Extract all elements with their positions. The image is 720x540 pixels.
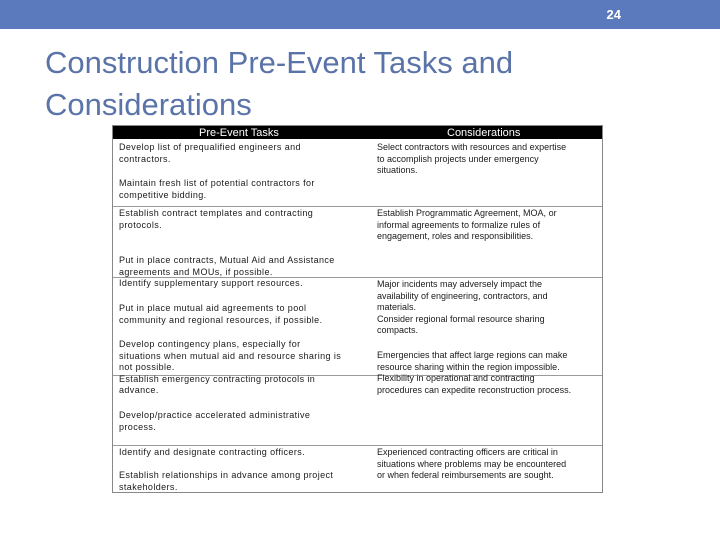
task-cell: Establish contract templates and contracting protocols.	[119, 208, 314, 230]
task-cell: Maintain fresh list of potential contractors for competitive bidding.	[119, 178, 315, 200]
task-cell: Develop/practice accelerated administrative process.	[119, 410, 311, 432]
task-cell: Put in place mutual aid agreements to pool community and regional resources, if possible.	[119, 303, 323, 325]
consideration-cell: Select contractors with resources and expertise to accomplish projects under emergency situations.	[377, 142, 567, 175]
slide-title: Construction Pre-Event Tasks and Considerations	[45, 45, 514, 122]
task-cell: Put in place contracts, Mutual Aid and Assistance agreements and MOUs, if possible. Identify supplementary support resources.	[119, 255, 335, 288]
consideration-cell: Major incidents may adversely impact the availability of engineering, contractors, and materials. Consider regional formal resource sharing compacts.	[377, 279, 548, 335]
top-bar	[0, 0, 720, 29]
row-divider	[113, 445, 602, 446]
table-header	[113, 126, 602, 139]
task-cell: Identify and designate contracting officers.	[119, 447, 306, 457]
column-header-tasks: Pre-Event Tasks	[199, 127, 279, 139]
consideration-cell: Establish Programmatic Agreement, MOA, or informal agreements to formalize rules of engagement, roles and responsibilities.	[377, 208, 557, 241]
consideration-cell: Experienced contracting officers are critical in situations where problems may be encountered or when federal reimbursements are sought.	[377, 447, 567, 480]
task-cell: Develop list of prequalified engineers and contractors.	[119, 142, 301, 164]
task-cell: Develop contingency plans, especially for situations when mutual aid and resource sharing is not possible. Establish emergency contracting protocols in advance.	[119, 339, 342, 395]
page-number: 24	[606, 7, 621, 22]
task-cell: Establish relationships in advance among project stakeholders.	[119, 470, 334, 492]
consideration-cell: Emergencies that affect large regions can make resource sharing within the region impossible. Flexibility in operational and contracting procedures can expedite reconstruction process.	[377, 350, 572, 395]
column-header-considerations: Considerations	[447, 127, 521, 139]
row-divider	[113, 206, 602, 207]
tasks-table	[112, 125, 603, 493]
